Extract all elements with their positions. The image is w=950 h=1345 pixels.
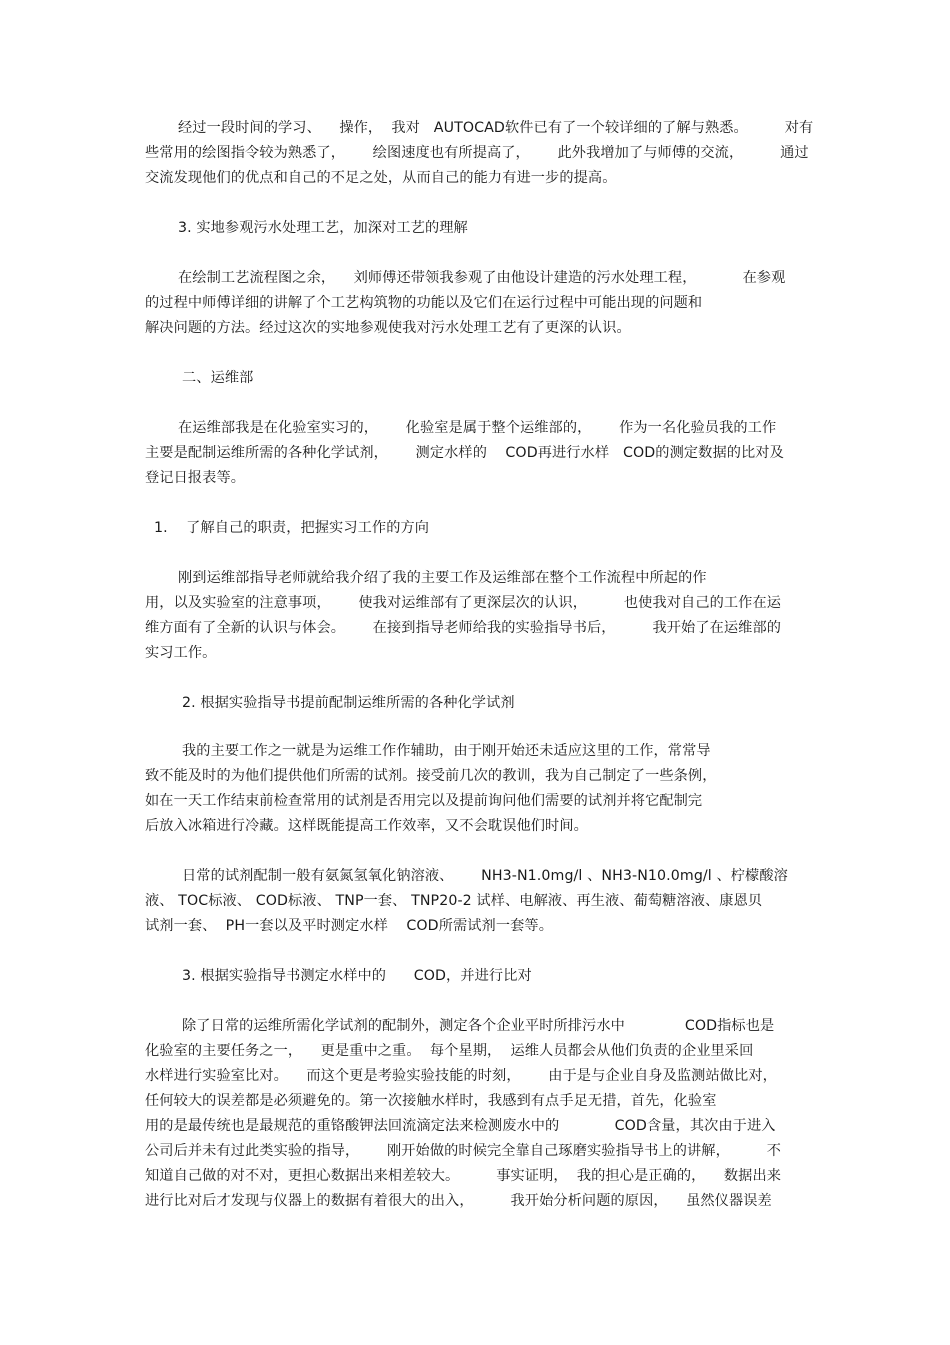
paragraph-line: 公司后并未有过此类实验的指导， 刚开始做的时候完全靠自己琢磨实验指导书上的讲解， 不 [145, 1143, 782, 1159]
paragraph-line: 刚到运维部指导老师就给我介绍了我的主要工作及运维部在整个工作流程中所起的作 [178, 570, 707, 586]
paragraph-line: 实习工作。 [145, 645, 217, 661]
paragraph-line: 后放入冰箱进行冷藏。这样既能提高工作效率，又不会耽误他们时间。 [145, 818, 588, 834]
paragraph-line: 进行比对后才发现与仪器上的数据有着很大的出入， 我开始分析问题的原因， 虽然仪器误差 [145, 1193, 772, 1209]
paragraph-line: 解决问题的方法。经过这次的实地参观使我对污水处理工艺有了更深的认识。 [145, 320, 631, 336]
paragraph-line: 登记日报表等。 [145, 470, 246, 486]
section-heading: 3. 实地参观污水处理工艺，加深对工艺的理解 [178, 220, 468, 236]
paragraph-line: 用的是最传统也是最规范的重铬酸钾法回流滴定法来检测废水中的 COD含量，其次由于进入 [145, 1118, 776, 1134]
paragraph-line: 如在一天工作结束前检查常用的试剂是否用完以及提前询问他们需要的试剂并将它配制完 [145, 793, 703, 809]
paragraph-line: 我的主要工作之一就是为运维工作作辅助，由于刚开始还未适应这里的工作，常常导 [182, 743, 711, 759]
paragraph-line: 化验室的主要任务之一， 更是重中之重。 每个星期， 运维人员都会从他们负责的企业里采回 [145, 1043, 754, 1059]
paragraph-line: 水样进行实验室比对。 而这个更是考验实验技能的时刻， 由于是与企业自身及监测站做比对， [145, 1068, 777, 1084]
paragraph-line: 致不能及时的为他们提供他们所需的试剂。接受前几次的教训，我为自己制定了一些条例， [145, 768, 717, 784]
paragraph-line: 在运维部我是在化验室实习的， 化验室是属于整个运维部的， 作为一名化验员我的工作 [178, 420, 777, 436]
section-heading: 二、运维部 [182, 370, 254, 386]
paragraph-line: 知道自己做的对不对，更担心数据出来相差较大。 事实证明， 我的担心是正确的， 数据出来 [145, 1168, 782, 1184]
section-heading: 2. 根据实验指导书提前配制运维所需的各种化学试剂 [182, 695, 515, 711]
paragraph-line: 维方面有了全新的认识与体会。 在接到指导老师给我的实验指导书后， 我开始了在运维部的 [145, 620, 782, 636]
paragraph-line: 的过程中师傅详细的讲解了个工艺构筑物的功能以及它们在运行过程中可能出现的问题和 [145, 295, 703, 311]
paragraph-line: 液、 TOC标液、 COD标液、 TNP一套、 TNP20-2 试样、电解液、再生液、葡萄糖溶液、康恩贝 [145, 893, 763, 909]
section-heading: 3. 根据实验指导书测定水样中的 COD，并进行比对 [182, 968, 532, 984]
paragraph-line: 些常用的绘图指令较为熟悉了， 绘图速度也有所提高了， 此外我增加了与师傅的交流， 通过 [145, 145, 809, 161]
paragraph-line: 日常的试剂配制一般有氨氮氢氧化钠溶液、 NH3-N1.0mg/l 、NH3-N10.0mg/l 、柠檬酸溶 [182, 868, 788, 884]
paragraph-line: 主要是配制运维所需的各种化学试剂， 测定水样的 COD再进行水样 COD的测定数据的比对及 [145, 445, 784, 461]
paragraph-line: 交流发现他们的优点和自己的不足之处，从而自己的能力有进一步的提高。 [145, 170, 617, 186]
paragraph-line: 在绘制工艺流程图之余， 刘师傅还带领我参观了由他设计建造的污水处理工程， 在参观 [178, 270, 786, 286]
paragraph-line: 试剂一套、 PH一套以及平时测定水样 COD所需试剂一套等。 [145, 918, 553, 934]
paragraph-line: 任何较大的误差都是必须避免的。第一次接触水样时，我感到有点手足无措，首先，化验室 [145, 1093, 717, 1109]
paragraph-line: 除了日常的运维所需化学试剂的配制外，测定各个企业平时所排污水中 COD指标也是 [182, 1018, 775, 1034]
paragraph-line: 用，以及实验室的注意事项， 使我对运维部有了更深层次的认识， 也使我对自己的工作在运 [145, 595, 782, 611]
paragraph-line: 经过一段时间的学习、 操作， 我对 AUTOCAD软件已有了一个较详细的了解与熟悉。 对有 [178, 120, 814, 136]
section-heading: 1. 了解自己的职责，把握实习工作的方向 [154, 520, 430, 536]
